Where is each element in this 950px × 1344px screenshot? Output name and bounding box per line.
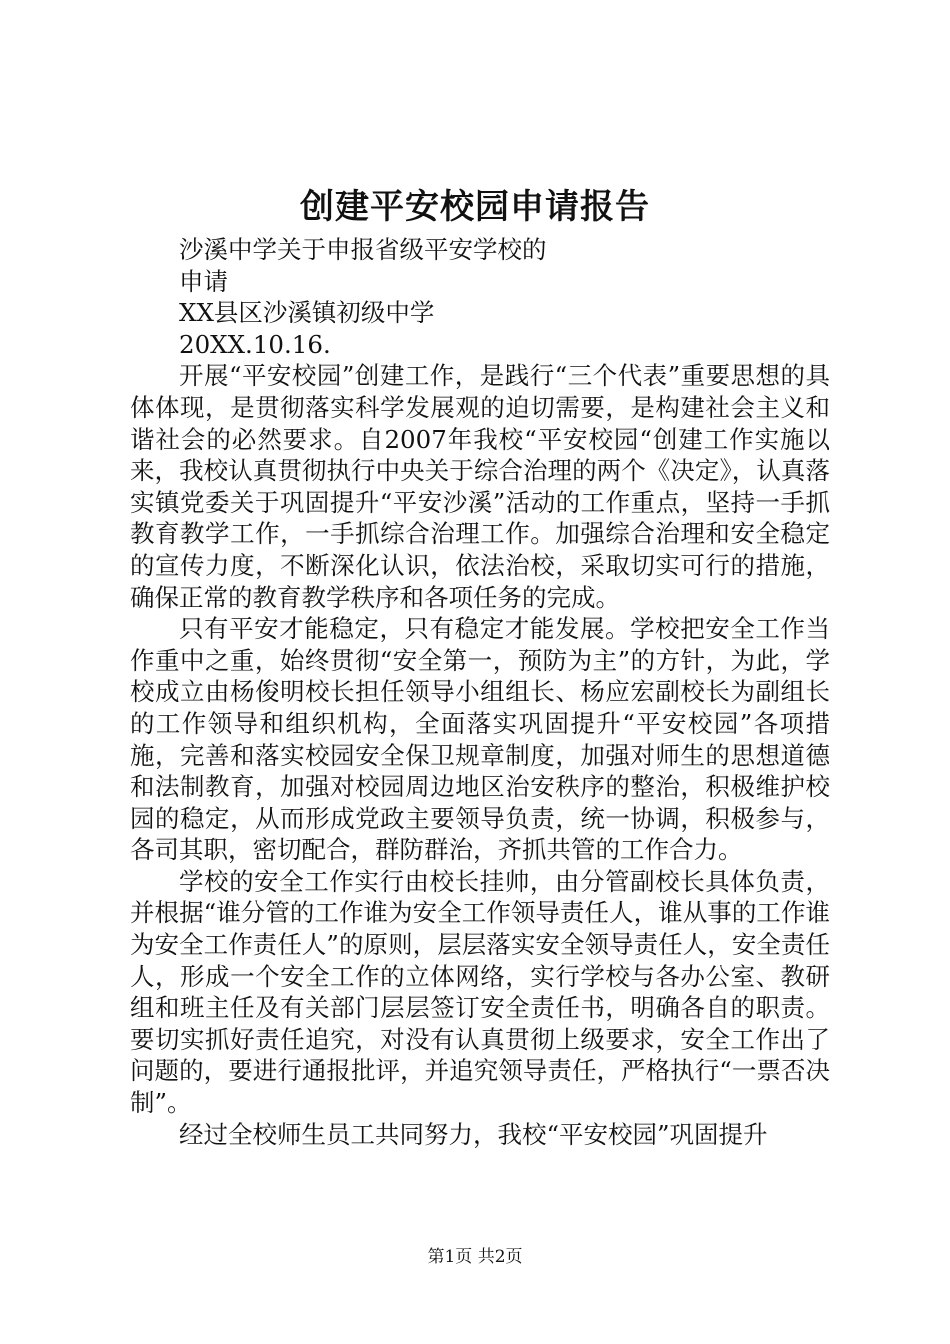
document-title: 创建平安校园申请报告 [300, 187, 650, 227]
paragraph-2: 只有平安才能稳定，只有稳定才能发展。学校把安全工作当作重中之重，始终贯彻“安全第一，预防为主”的方针，为此，学校成立由杨俊明校长担任领导小组组长、杨应宏副校长为副组长的工作领导和组织机构，全面落实巩固提升“平安校园”各项措施，完善和落实校园安全保卫规章制度，加强对师生的思想道德和法制教育，加强对校园周边地区治安秩序的整治，积极维护校园的稳定，从而形成党政主要领导负责，统一协调，积极参与，各司其职，密切配合，群防群治，齐抓共管的工作合力。 [130, 614, 830, 865]
paragraph-4: 经过全校师生员工共同努力，我校“平安校园”巩固提升 [179, 1119, 768, 1149]
document-body [130, 234, 830, 1150]
header-line-organization: XX县区沙溪镇初级中学 [179, 298, 435, 328]
paragraph-3: 学校的安全工作实行由校长挂帅，由分管副校长具体负责，并根据“谁分管的工作谁为安全工作领导责任人，谁从事的工作谁为安全工作责任人”的原则，层层落实安全领导责任人，安全责任人，形成一个安全工作的立体网络，实行学校与各办公室、教研组和班主任及有关部门层层签订安全责任书，明确各自的职责。要切实抓好责任追究，对没有认真贯彻上级要求，安全工作出了问题的，要进行通报批评，并追究领导责任，严格执行“一票否决制”。 [130, 866, 830, 1118]
header-line-date: 20XX.10.16. [179, 329, 331, 359]
header-line-application: 申请 [179, 266, 228, 296]
page-number-footer: 第1页 共2页 [427, 1247, 523, 1267]
paragraph-1: 开展“平安校园”创建工作，是践行“三个代表”重要思想的具体体现，是贯彻落实科学发展观的迫切需要，是构建社会主义和谐社会的必然要求。自2007年我校“平安校园“创建工作实施以来，我校认真贯彻执行中央关于综合治理的两个《决定》，认真落实镇党委关于巩固提升“平安沙溪”活动的工作重点，坚持一手抓教育教学工作，一手抓综合治理工作。加强综合治理和安全稳定的宣传力度，不断深化认识，依法治校，采取切实可行的措施，确保正常的教育教学秩序和各项任务的完成。 [130, 361, 830, 612]
header-line-school-name: 沙溪中学关于申报省级平安学校的 [179, 235, 547, 264]
